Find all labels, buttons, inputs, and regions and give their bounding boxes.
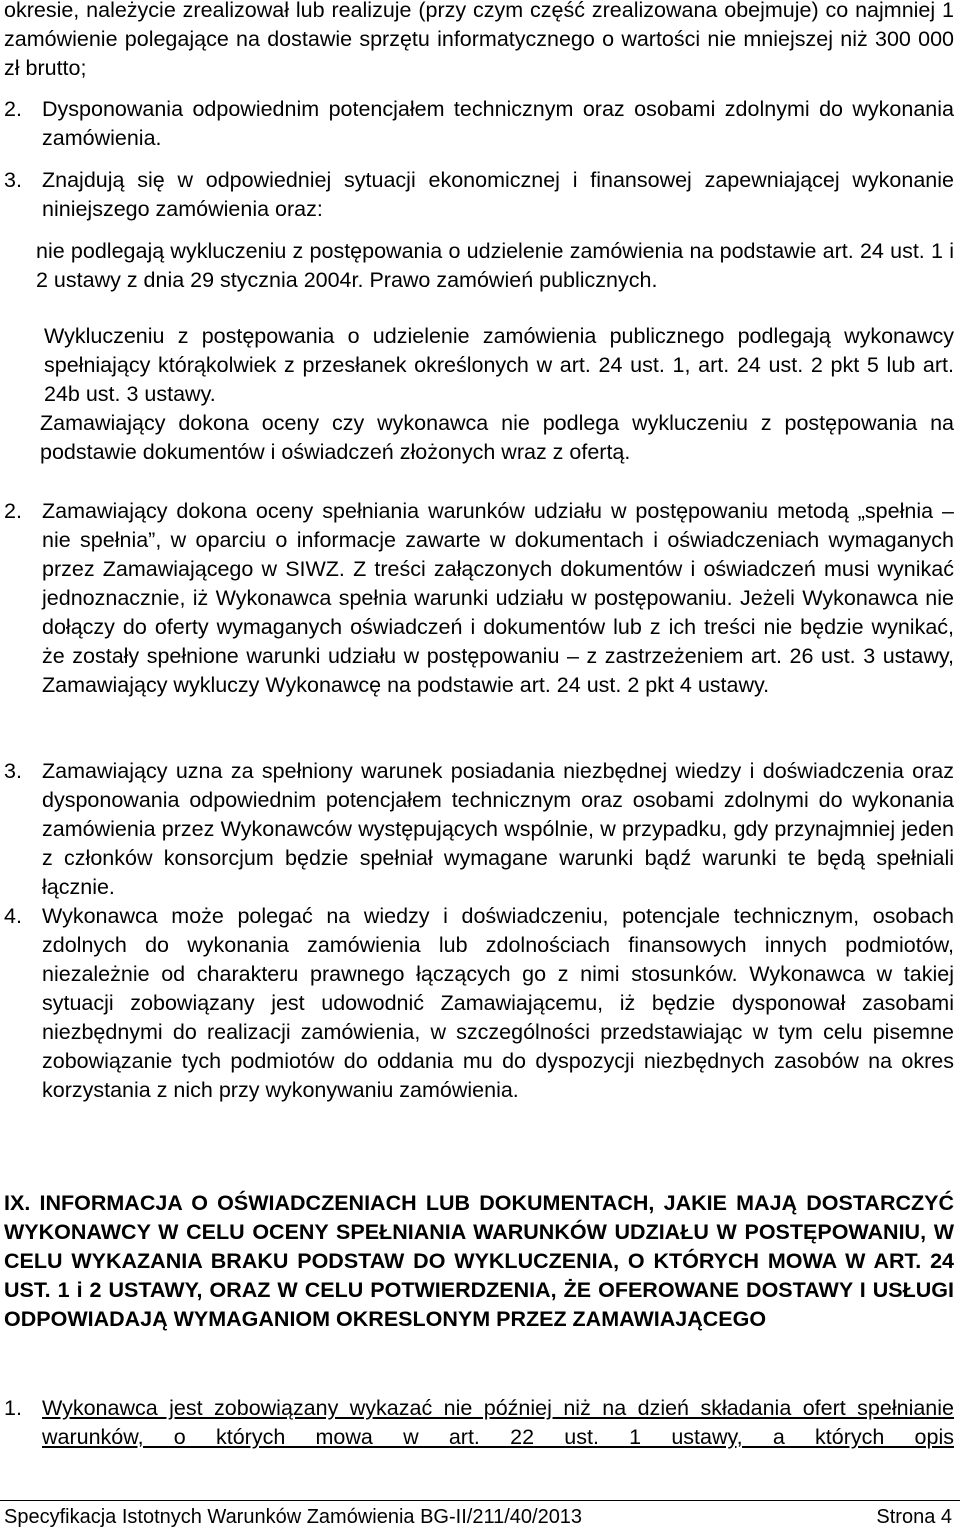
item-2-number: 2. [4,97,22,121]
item-2-text: Dysponowania odpowiednim potencjałem technicznym oraz osobami zdolnymi do wykonania zamówienia. [42,97,954,150]
condition-4-text: Wykonawca może polegać na wiedzy i doświadczeniu, potencjale technicznym, osobach zdolnych do wykonania zamówienia lub zdolnościach finansowych innych podmiotów, niezależnie od charakteru prawnego łączących go z nimi stosunków. Wykonawca w takiej sytuacji zobowiązany jest udowodnić Zamawiającemu, iż będzie dysponował zasobami niezbędnymi do realizacji zamówienia, w szczególności przedstawiając w tym celu pisemne zobowiązanie tych podmiotów do oddania mu do dyspozycji niezbędnych zasobów na okres korzystania z nich przy wykonywaniu zamówienia. [42,904,954,1102]
footer-page-number: Strona 4 [876,1506,952,1528]
item-3-number: 3. [4,168,22,192]
exclusion-line: nie podlegają wykluczeniu z postępowania o udzielenie zamówienia na podstawie art. 24 ust. 1 i 2 ustawy z dnia 29 stycznia 2004r. Prawo zamówień publicznych. [36,239,954,292]
condition-3-number: 3. [4,759,22,783]
item-3-text: Znajdują się w odpowiedniej sytuacji ekonomicznej i finansowej zapewniającej wykonanie niniejszego zamówienia oraz: [42,168,954,221]
section-heading: IX. INFORMACJA O OŚWIADCZENIACH LUB DOKUMENTACH, JAKIE MAJĄ DOSTARCZYĆ WYKONAWCY W CELU OCENY SPEŁNIANIA WARUNKÓW UDZIAŁU W POSTĘPOWANIU, W CELU WYKAZANIA BRAKU PODSTAW DO WYKLUCZENIA, O KTÓRYCH MOWA W ART. 24 UST. 1 i 2 USTAWY, ORAZ W CELU POTWIERDZENIA, ŻE OFEROWANE DOSTAWY I USŁUGI ODPOWIADAJĄ WYMAGANIOM OKRESLONYM PRZEZ ZAMAWIAJĄCEGO [4,1191,954,1331]
document-item-1-number: 1. [4,1396,22,1420]
exclusion-paragraph: Wykluczeniu z postępowania o udzielenie zamówienia publicznego podlegają wykonawcy spełniający którąkolwiek z przesłanek określonych w art. 24 ust. 1, art. 24 ust. 2 pkt 5 lub art. 24b ust. 3 ustawy. [44,324,954,406]
top-paragraph: okresie, należycie zrealizował lub realizuje (przy czym część zrealizowana obejmuje) co najmniej 1 zamówienie polegające na dostawie sprzętu informatycznego o wartości nie mniejszej niż 300 000 zł brutto; [4,0,954,80]
condition-3-text: Zamawiający uzna za spełniony warunek posiadania niezbędnej wiedzy i doświadczenia oraz dysponowania odpowiednim potencjałem technicznym oraz osobami zdolnymi do wykonania zamówienia przez Wykonawców występujących wspólnie, w przypadku, gdy przynajmniej jeden z członków konsorcjum będzie spełniał wymagane warunki bądź warunki te będą spełniali łącznie. [42,759,954,899]
footer-document-title: Specyfikacja Istotnych Warunków Zamówienia BG-II/211/40/2013 [4,1506,583,1528]
assessment-paragraph: Zamawiający dokona oceny czy wykonawca nie podlega wykluczeniu z postępowania na podstawie dokumentów i oświadczeń złożonych wraz z ofertą. [40,411,954,464]
footer-rule [0,1500,960,1501]
condition-4-number: 4. [4,904,22,928]
condition-2-number: 2. [4,499,22,523]
condition-2-text: Zamawiający dokona oceny spełniania warunków udziału w postępowaniu metodą „spełnia – nie spełnia”, w oparciu o informacje zawarte w dokumentach i oświadczeniach wymaganych przez Zamawiającego w SIWZ. Z treści załączonych dokumentów i oświadczeń musi wynikać jednoznacznie, iż Wykonawca spełnia warunki udziału w postępowaniu. Jeżeli Wykonawca nie dołączy do oferty wymaganych oświadczeń i dokumentów lub z ich treści nie będzie wynikać, że zostały spełnione warunki udziału w postępowaniu – z zastrzeżeniem art. 26 ust. 3 ustawy, Zamawiający wykluczy Wykonawcę na podstawie art. 24 ust. 2 pkt 4 ustawy. [42,499,954,697]
document-item-1-text: Wykonawca jest zobowiązany wykazać nie później niż na dzień składania ofert spełnianie warunków, o których mowa w art. 22 ust. 1 ustawy, a których opis [42,1396,954,1449]
